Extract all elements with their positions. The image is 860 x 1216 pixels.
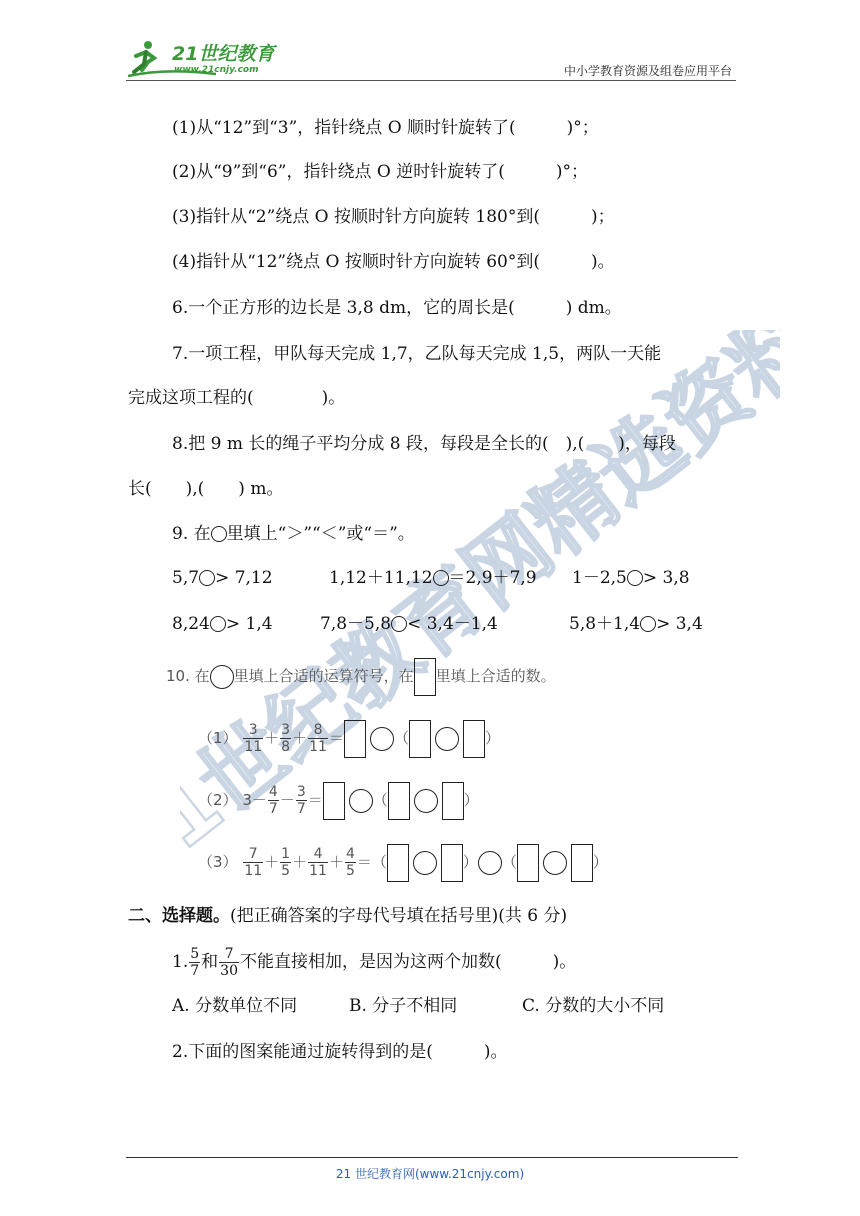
q10-sub-2: （2） 3－ $\frac{4}{7}$ － $\frac{3}{7}$ ＝ （ ） [198, 778, 479, 822]
square-blank-icon [414, 658, 436, 696]
circle-blank-icon[interactable] [210, 616, 226, 632]
fraction: $\frac{7}{30}$ [220, 946, 238, 979]
circle-blank-icon[interactable] [543, 851, 567, 875]
logo-url: www.21cnjy.com [174, 65, 259, 75]
watermark-text: 21世纪教育网精选资料 [180, 330, 780, 890]
section-2-points: (共 6 分) [498, 906, 568, 926]
choice-question-2: 2.下面的图案能通过旋转得到的是( )。 [172, 1042, 508, 1062]
question-7-line-1: 7.一项工程，甲队每天完成 1,7，乙队每天完成 1,5，两队一天能 [172, 344, 662, 364]
question-7-line-2: 完成这项工程的( )。 [128, 388, 346, 408]
circle-blank-icon[interactable] [349, 789, 373, 813]
q10-sub-label: （1） [198, 729, 238, 747]
fraction: $\frac{3}{7}$ [296, 784, 306, 817]
q10-sub-1: （1） $\frac{3}{11}$ ＋ $\frac{3}{8}$ ＋ $\frac{8}{11}$ ＝ （ ） [198, 716, 500, 760]
square-blank-icon[interactable] [387, 844, 409, 882]
section-2-heading [128, 904, 567, 928]
circle-blank-icon[interactable] [199, 570, 215, 586]
q5-item-1: (1)从“12”到“3”，指针绕点 O 顺时针旋转了( )°； [172, 118, 599, 138]
q9-expr-left: 1－2,5 [572, 568, 627, 588]
q10-sub-label: （3） [198, 853, 238, 871]
circle-blank-icon[interactable] [640, 616, 656, 632]
q9-expr-right: > 1,4 [225, 614, 273, 634]
q10-sub-3: （3） $\frac{7}{11}$ ＋ $\frac{1}{5}$ ＋ $\frac{4}{11}$ ＋ $\frac{4}{5}$ ＝（ ） （ ） [198, 840, 608, 884]
circle-blank-icon[interactable] [391, 616, 407, 632]
q9-expr-left: 8,24 [172, 614, 210, 634]
footer-divider [126, 1157, 738, 1158]
circle-blank-icon [210, 665, 234, 689]
question-8-line-1: 8.把 9 m 长的绳子平均分成 8 段，每段是全长的( ),( )，每段 [172, 434, 676, 454]
q9-expr-left: 1,12＋11,12 [329, 568, 433, 588]
q9-row-1-item-1 [172, 566, 273, 590]
site-logo [126, 36, 286, 80]
circle-blank-icon[interactable] [433, 570, 449, 586]
q9-intro-prefix: 9. 在 [172, 524, 211, 544]
square-blank-icon[interactable] [409, 720, 431, 758]
q10-intro-prefix: 10. 在 [166, 667, 210, 685]
q9-row-1-item-3 [572, 566, 690, 590]
q9-expr-right: ＝2,9＋7,9 [448, 568, 537, 588]
choice-question-1: 1. $\frac{5}{7}$ 和 $\frac{7}{30}$ 不能直接相加，是因为这两个加数( )。 [172, 946, 577, 979]
fraction: $\frac{1}{5}$ [281, 846, 291, 879]
c1-option-b[interactable]: B. 分子不相同 [349, 996, 458, 1016]
square-blank-icon[interactable] [323, 782, 345, 820]
q9-expr-right: > 3,8 [642, 568, 690, 588]
fraction: $\frac{7}{11}$ [244, 846, 263, 879]
question-10-intro [166, 654, 556, 698]
fraction: $\frac{3}{11}$ [244, 722, 263, 755]
circle-blank-icon[interactable] [478, 851, 502, 875]
circle-blank-icon[interactable] [627, 570, 643, 586]
q9-row-2-item-3 [569, 612, 703, 636]
header-divider [126, 80, 736, 81]
square-blank-icon[interactable] [388, 782, 410, 820]
q9-row-2-item-1 [172, 612, 273, 636]
fraction: $\frac{3}{8}$ [281, 722, 291, 755]
question-8-line-2: 长( ),( ) m。 [128, 479, 284, 499]
q9-row-1-item-2 [329, 566, 537, 590]
square-blank-icon[interactable] [344, 720, 366, 758]
question-9-intro [172, 522, 415, 546]
q9-row-2-item-2 [320, 612, 498, 636]
q5-item-3: (3)指针从“2”绕点 O 按顺时针方向旋转 180°到( )； [172, 207, 615, 227]
runner-logo-icon [126, 36, 286, 80]
circle-blank-icon[interactable] [413, 851, 437, 875]
logo-text: 21世纪教育 [172, 43, 275, 65]
c1-option-a[interactable]: A. 分数单位不同 [172, 996, 298, 1016]
q5-item-2: (2)从“9”到“6”，指针绕点 O 逆时针旋转了( )°； [172, 162, 588, 182]
q9-expr-left: 5,7 [172, 568, 200, 588]
circle-blank-icon[interactable] [370, 727, 394, 751]
fraction: $\frac{4}{5}$ [345, 846, 355, 879]
q10-sub-label: （2） [198, 791, 238, 809]
q9-expr-right: > 7,12 [215, 568, 273, 588]
q10-intro-suffix: 里填上合适的数。 [435, 667, 556, 685]
q9-expr-right: < 3,4－1,4 [407, 614, 498, 634]
square-blank-icon[interactable] [442, 782, 464, 820]
fraction: $\frac{5}{7}$ [190, 946, 200, 979]
site-description: 中小学教育资源及组卷应用平台 [563, 64, 732, 78]
footer-text: 21 世纪教育网(www.21cnjy.com) [335, 1167, 525, 1181]
circle-blank-icon[interactable] [414, 789, 438, 813]
q10-intro-middle: 里填上合适的运算符号，在 [233, 667, 414, 685]
square-blank-icon[interactable] [517, 844, 539, 882]
q9-intro-suffix: 里填上“＞”“＜”或“＝”。 [226, 524, 415, 544]
section-2-instruction: (把正确答案的字母代号填在括号里) [230, 906, 499, 926]
fraction: $\frac{8}{11}$ [309, 722, 327, 755]
q9-expr-left: 5,8＋1,4 [569, 614, 641, 634]
square-blank-icon[interactable] [463, 720, 485, 758]
c1-option-c[interactable]: C. 分数的大小不同 [522, 996, 665, 1016]
q9-expr-right: > 3,4 [656, 614, 703, 634]
circle-blank-icon [211, 526, 227, 542]
square-blank-icon[interactable] [441, 844, 463, 882]
q9-expr-left: 7,8－5,8 [320, 614, 392, 634]
fraction: $\frac{4}{11}$ [309, 846, 327, 879]
section-2-title: 二、选择题。 [128, 906, 230, 926]
q5-item-4: (4)指针从“12”绕点 O 按顺时针方向旋转 60°到( )。 [172, 252, 615, 272]
circle-blank-icon[interactable] [435, 727, 459, 751]
fraction: $\frac{4}{7}$ [268, 784, 278, 817]
question-6: 6.一个正方形的边长是 3,8 dm，它的周长是( ) dm。 [172, 298, 622, 318]
square-blank-icon[interactable] [571, 844, 593, 882]
